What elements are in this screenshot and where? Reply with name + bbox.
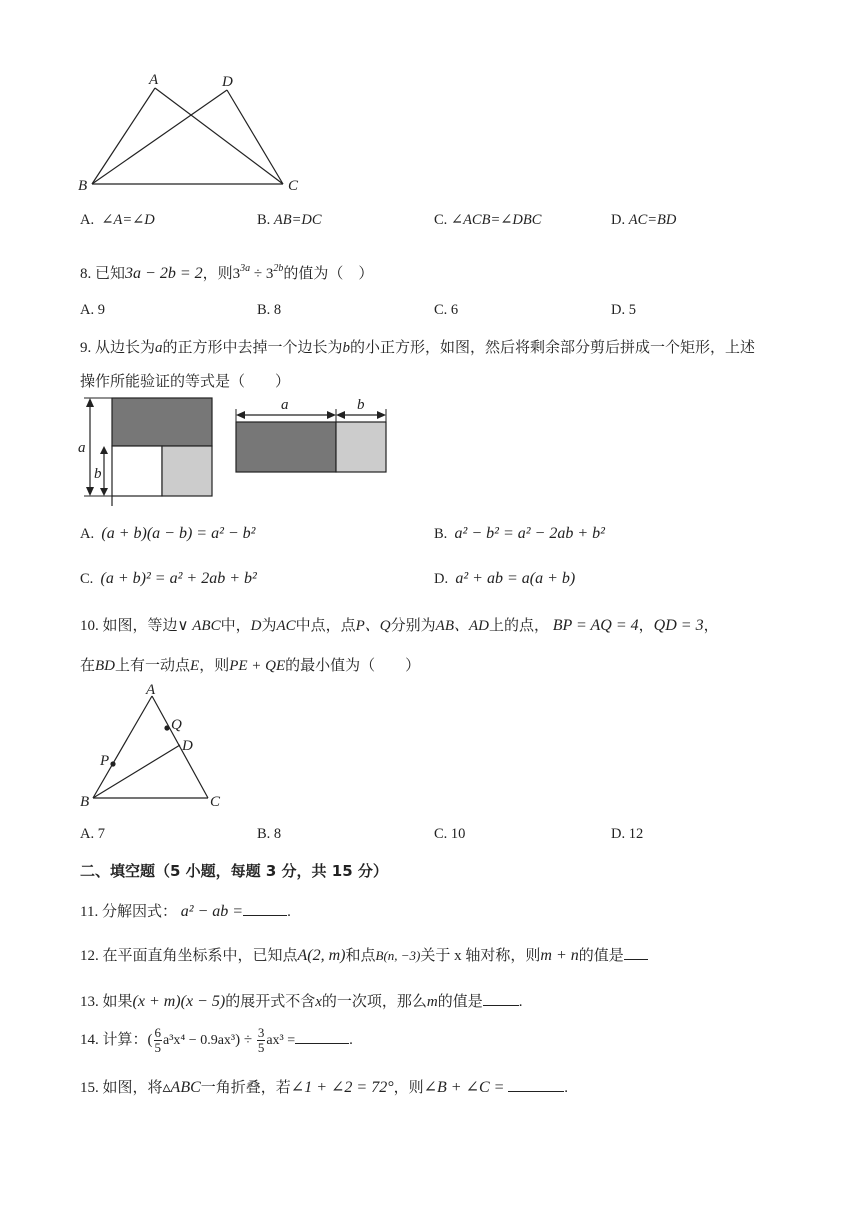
q9-stem-line1: 9. 从边长为a的正方形中去掉一个边长为b的小正方形，如图，然后将剩余部分剪后拼成一个矩形，上述 xyxy=(80,340,756,356)
segment-ab xyxy=(92,88,155,184)
label-b: B xyxy=(80,794,90,810)
point-p xyxy=(110,761,115,766)
q10-stem-line2: 在BD上有一动点E，则PE + QE的最小值为（ ） xyxy=(80,658,421,674)
q8-option-b: B. 8 xyxy=(257,302,282,318)
q13: 13. 如果(x + m)(x − 5)的展开式不含x的一次项，那么m的值是 . xyxy=(80,993,523,1010)
figure-q9-rectangle xyxy=(230,395,395,480)
q7-option-c: C. ∠ACB=∠DBC xyxy=(434,212,542,228)
label-c: C xyxy=(288,178,299,194)
label-p: P xyxy=(100,753,110,769)
answer-blank[interactable] xyxy=(624,947,648,960)
q9-option-d: D. a² + ab = a(a + b) xyxy=(434,570,576,587)
side-ab xyxy=(93,696,152,798)
label-a: A xyxy=(149,72,159,88)
label-b: b xyxy=(94,466,102,482)
q15: 15. 如图，将▵ABC一角折叠，若∠1 + ∠2 = 72°，则∠B + ∠C = . xyxy=(80,1079,568,1096)
answer-blank[interactable] xyxy=(508,1079,564,1092)
segment-db xyxy=(92,90,227,184)
q7-option-d: D. AC=BD xyxy=(611,212,677,228)
q8-option-d: D. 5 xyxy=(611,302,636,318)
label-a: A xyxy=(146,682,156,698)
side-ac xyxy=(152,696,208,798)
q8-option-a: A. 9 xyxy=(80,302,105,318)
q10-option-a: A. 7 xyxy=(80,826,105,842)
q14: 14. 计算：( $\frac{6}{5}$ a³x⁴ − 0.9ax³) ÷ $\frac{3}{5}$ ax³ = . xyxy=(80,1025,353,1055)
q10-option-b: B. 8 xyxy=(257,826,282,842)
point-q xyxy=(164,725,169,730)
figure-q7-triangles xyxy=(70,68,320,198)
segment-dc xyxy=(227,90,283,184)
rect-left-shaded xyxy=(236,422,336,472)
q7-option-a: A. ∠A=∠D xyxy=(80,212,155,228)
label-a: a xyxy=(281,397,289,413)
q8-option-c: C. 6 xyxy=(434,302,459,318)
q9-option-c: C. (a + b)² = a² + 2ab + b² xyxy=(80,570,257,587)
label-c: C xyxy=(210,794,221,810)
figure-q10-triangle xyxy=(70,682,240,817)
answer-blank[interactable] xyxy=(243,903,287,916)
square-top-shaded xyxy=(112,398,212,446)
fraction-6-5: $\frac{6}{5}$ xyxy=(154,1025,161,1055)
label-d: D xyxy=(182,738,193,754)
label-b: B xyxy=(78,178,88,194)
q12: 12. 在平面直角坐标系中，已知点A(2, m)和点B(n, −3)关于 x 轴对称，则m + n的值是 xyxy=(80,944,648,965)
label-d: D xyxy=(222,74,233,90)
q10-option-c: C. 10 xyxy=(434,826,466,842)
q9-stem-line2: 操作所能验证的等式是（ ） xyxy=(80,374,291,390)
q9-option-a: A. (a + b)(a − b) = a² − b² xyxy=(80,525,256,542)
answer-blank[interactable] xyxy=(483,993,519,1006)
q10-stem-line1: 10. 如图，等边∨ ABC中，D为AC中点，点P、Q分别为AB、AD上的点， BP = AQ = 4，QD = 3， xyxy=(80,617,719,634)
figure-q9-square xyxy=(70,390,220,510)
fraction-3-5: $\frac{3}{5}$ xyxy=(257,1025,265,1055)
section-title: 二、填空题（5 小题，每题 3 分，共 15 分） xyxy=(80,862,388,880)
q7-option-b: B. AB=DC xyxy=(257,212,322,228)
answer-blank[interactable] xyxy=(295,1031,349,1044)
square-bottom-right-shaded xyxy=(162,446,212,496)
q11: 11. 分解因式： a² − ab = . xyxy=(80,903,291,920)
label-b: b xyxy=(357,397,365,413)
label-q: Q xyxy=(171,717,182,733)
q9-option-b: B. a² − b² = a² − 2ab + b² xyxy=(434,525,605,542)
rect-right-shaded xyxy=(336,422,386,472)
segment-ac xyxy=(155,88,283,184)
label-a: a xyxy=(78,440,86,456)
q10-option-d: D. 12 xyxy=(611,826,644,842)
square-bottom-left xyxy=(112,446,162,496)
q8-stem: 8. 已知3a − 2b = 2，则$3^{3a} \div 3^{2b}$的值为（ ） xyxy=(80,263,374,282)
